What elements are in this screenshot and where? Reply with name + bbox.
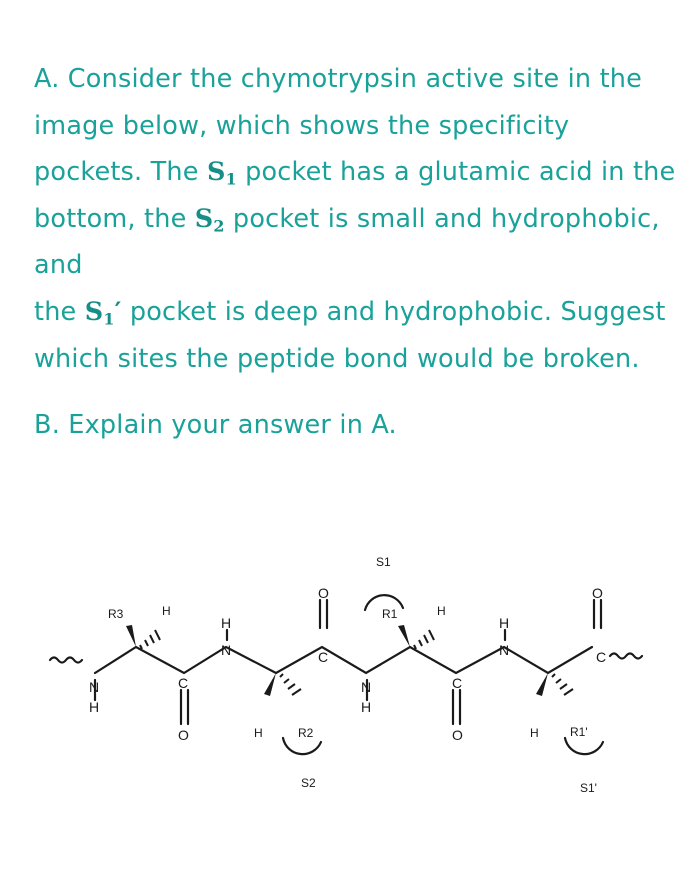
label-h-r1p: H [530, 726, 539, 740]
atom-n-2: N [221, 642, 232, 658]
wavy-bond-left [50, 658, 82, 663]
atom-c-2: C [318, 649, 329, 665]
atom-o-3: O [452, 727, 463, 743]
atom-c-4: C [596, 649, 607, 665]
wedge-h-right [536, 673, 548, 696]
atom-o-2: O [318, 585, 329, 601]
wedge-r3 [126, 625, 136, 647]
s1-symbol: $S_1$ [206, 157, 237, 189]
wedge-h-left [264, 673, 276, 696]
label-s1-prime: S1' [580, 781, 597, 795]
atom-h-n4: H [499, 615, 510, 631]
s1-prime-pocket-arc [565, 738, 603, 754]
atom-n-3: N [361, 679, 372, 695]
s1-prime-symbol: $S_1'$ [84, 296, 122, 329]
backbone [95, 647, 592, 673]
label-r2: R2 [298, 726, 314, 740]
atom-h-n2: H [221, 615, 232, 631]
wedge-r1 [398, 625, 410, 647]
atom-h-n3: H [361, 699, 372, 715]
label-h-r1: H [437, 604, 446, 618]
label-h-r3: H [162, 604, 171, 618]
wavy-bond-right [610, 654, 642, 659]
label-s2: S2 [301, 776, 316, 790]
atom-n-1: N [89, 679, 100, 695]
label-s1: S1 [376, 555, 391, 569]
atom-n-4: N [499, 642, 510, 658]
atom-o-1: O [178, 727, 189, 743]
atom-c-1: C [178, 675, 189, 691]
label-h-r2: H [254, 726, 263, 740]
label-r1: R1 [382, 607, 398, 621]
s2-symbol: $S_2$ [194, 203, 225, 236]
atom-c-3: C [452, 675, 463, 691]
peptide-diagram [0, 540, 694, 876]
part-a-text: A. Consider the chymotrypsin active site in the image below, which shows the specificity pockets. The $S_1$ pocket has a glutamic acid in the bottom, the $S_2$ pocket is small and hydrophobic, and the $S_1'$ pocket is deep and hydrophobic. Suggest which sites the peptide bond would be broken. [34, 64, 676, 374]
atom-h-n1: H [89, 699, 100, 715]
question-text [34, 56, 684, 449]
part-b-text: B. Explain your answer in A. [34, 410, 397, 441]
label-r3: R3 [108, 607, 124, 621]
label-r1-prime: R1' [570, 725, 588, 739]
s2-pocket-arc [283, 738, 321, 754]
atom-o-4: O [592, 585, 603, 601]
